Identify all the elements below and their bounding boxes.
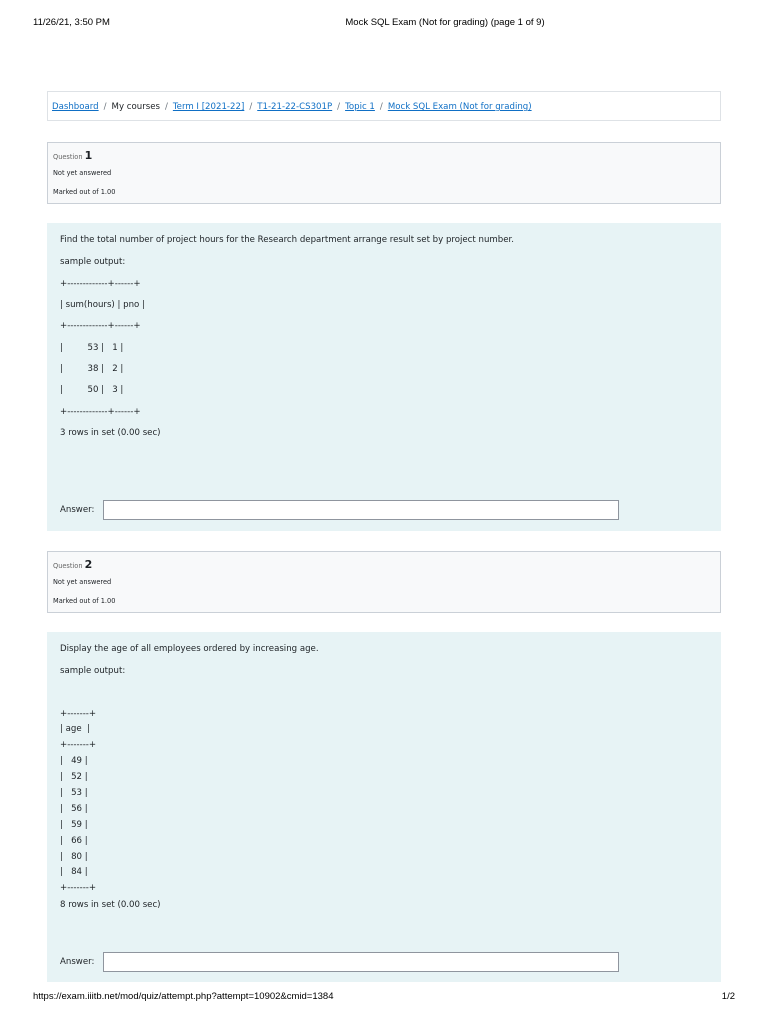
sample-output-label: sample output: — [60, 257, 126, 267]
breadcrumb-topic-link[interactable]: Topic 1 — [345, 102, 375, 112]
sample-output-line: 3 rows in set (0.00 sec) — [60, 428, 161, 438]
sample-output-line: | sum(hours) | pno | — [60, 300, 145, 310]
sample-output-line: | 84 | — [60, 867, 88, 877]
answer-label: Answer: — [60, 505, 95, 515]
breadcrumb-term-link[interactable]: Term I [2021-22] — [172, 102, 245, 112]
sample-output-line: | 80 | — [60, 852, 88, 862]
question-state: Not yet answered — [53, 578, 112, 586]
breadcrumb-separator: / — [337, 102, 341, 112]
question-text: Display the age of all employees ordered by increasing age. — [60, 644, 319, 654]
sample-output-line: +-------------+------+ — [60, 279, 141, 289]
print-page-number: 1/2 — [721, 991, 735, 1002]
sample-output-line: | 49 | — [60, 756, 88, 766]
question-1-content — [47, 223, 721, 531]
sample-output-line: | age | — [60, 724, 90, 734]
breadcrumb-quiz-link[interactable]: Mock SQL Exam (Not for grading) — [387, 102, 532, 112]
sample-output-line: 8 rows in set (0.00 sec) — [60, 900, 161, 910]
sample-output-line: +-------+ — [60, 740, 97, 750]
print-datetime: 11/26/21, 3:50 PM — [33, 17, 110, 28]
answer-label: Answer: — [60, 957, 95, 967]
question-number: 1 — [84, 149, 93, 162]
sample-output-line: +-------------+------+ — [60, 407, 141, 417]
answer-input[interactable] — [103, 500, 619, 520]
sample-output-line: +-------------+------+ — [60, 321, 141, 331]
sample-output-line: +-------+ — [60, 709, 97, 719]
breadcrumb-separator: / — [249, 102, 253, 112]
sample-output-line: | 52 | — [60, 772, 88, 782]
question-label: Question — [53, 562, 83, 570]
breadcrumb — [47, 91, 721, 121]
question-grade: Marked out of 1.00 — [53, 188, 116, 196]
sample-output-label: sample output: — [60, 666, 126, 676]
sample-output-line: | 38 | 2 | — [60, 364, 124, 374]
sample-output-line: | 50 | 3 | — [60, 385, 124, 395]
sample-output-line: | 56 | — [60, 804, 88, 814]
print-title: Mock SQL Exam (Not for grading) (page 1 of 9) — [345, 17, 545, 28]
question-state: Not yet answered — [53, 169, 112, 177]
question-grade: Marked out of 1.00 — [53, 597, 116, 605]
question-2-content — [47, 632, 721, 982]
sample-output-line: | 53 | — [60, 788, 88, 798]
breadcrumb-course-link[interactable]: T1-21-22-CS301P — [257, 102, 333, 112]
question-1-info — [47, 142, 721, 204]
sample-output-line: | 66 | — [60, 836, 88, 846]
breadcrumb-dashboard-link[interactable]: Dashboard — [52, 102, 99, 112]
breadcrumb-separator: / — [379, 102, 383, 112]
breadcrumb-separator: / — [103, 102, 107, 112]
question-2-info — [47, 551, 721, 613]
print-footer — [0, 991, 768, 1005]
sample-output-line: | 53 | 1 | — [60, 343, 124, 353]
sample-output-line: +-------+ — [60, 883, 97, 893]
sample-output-line: | 59 | — [60, 820, 88, 830]
breadcrumb-my-courses: My courses — [111, 102, 160, 112]
answer-input[interactable] — [103, 952, 619, 972]
print-url: https://exam.iiitb.net/mod/quiz/attempt.php?attempt=10902&cmid=1384 — [33, 991, 334, 1002]
breadcrumb-separator: / — [164, 102, 168, 112]
question-number: 2 — [84, 558, 93, 571]
question-text: Find the total number of project hours for the Research department arrange result set by project number. — [60, 235, 514, 245]
print-header — [0, 17, 768, 31]
question-label: Question — [53, 153, 83, 161]
